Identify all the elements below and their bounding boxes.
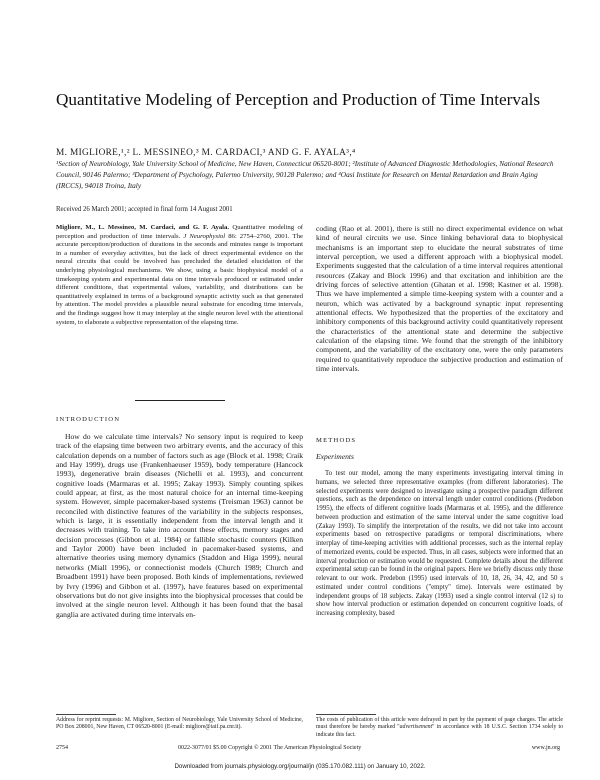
copyright-line: 0022-3077/01 $5.00 Copyright © 2001 The American Physiological Society — [178, 745, 362, 751]
experiments-subheading: Experiments — [316, 452, 354, 461]
author-affiliations: ¹Section of Neurobiology, Yale University School of Medicine, New Haven, Connecticut 06520-8001; ²Institute of Advanced Diagnostic Methodologies, National Research Council, 90146 Palermo; ³Department of Psychology, Palermo University, 90128 Palermo; and ⁴Oasi Institute for Research on Mental Retardation and Brain Aging (IRCCS), 94018 Troina, Italy — [56, 159, 554, 190]
citation-volume-pages: 86: 2754–2760, 2001. — [228, 232, 290, 240]
introduction-continued: coding (Rao et al. 2001), there is still no direct experimental evidence on what kind of neural circuits we use. Since linking behavioral data to biophysical mechanisms is an important step to elucidate the neural substrates of time interval perception, we used a different approach with a biophysical model. Experiments suggested that the calculation of a time interval requires attentional resources (Zakay and Block 1996) and that excitation and inhibition are the driving forces of selective attention (Ghatan et al. 1998; Kastner et al. 1998). Thus we have implemented a simple time-keeping system with a counter and a neuron, which was activated by a background synaptic input representing attentional effects. We hypothesized that the properties of the excitatory and inhibitory components of this background activity could quantitatively represent the characteristics of the attentional state and determine the subjective calculation of the elapsing time. We found that the strength of the inhibitory component, and the variability of the excitatory one, were the only parameters required to quantitatively reproduce the subjective production and estimation of time intervals. — [316, 224, 563, 374]
abstract-divider — [135, 400, 225, 401]
introduction-heading: INTRODUCTION — [56, 416, 121, 423]
citation-authors: Migliore, M., L. Messineo, M. Cardaci, and G. F. Ayala. — [56, 224, 230, 231]
footnote-rule-right — [316, 714, 376, 715]
methods-text: To test our model, among the many experiments investigating interval timing in humans, we selected three representative examples (from different laboratories). The selected experiments were designed to investigate using a prospective paradigm different questions, such as the dependence on interval length under control conditions (Predebon 1995), the effects of different cognitive loads (Marmaras et al. 1995), and the difference between production and estimation of the same interval under the same cognitive load (Zakay 1993). To simplify the interpretation of the results, we did not take into account experiments based on retrospective paradigms or temporal discriminations, where interplay of time-keeping activities with additional processes, such as the internal replay of memorized events, could be expected. Thus, in all cases, subjects were informed that an interval production or estimation would be requested. Complete details about the different experimental setup can be found in the original papers. Here we briefly discuss only those relevant to our work. Predebon (1995) used intervals of 10, 18, 26, 34, 42, and 50 s estimated under control conditions ("empty" time). Intervals were estimated by independent groups of 18 subjects. Zakay (1993) used a single control interval (12 s) to show how interval production or estimation depended on concurrent cognitive loads, of increasing complexity, based — [316, 470, 563, 617]
citation-journal: J Neurophysiol — [183, 232, 226, 240]
advertisement-word: advertisement — [399, 724, 433, 731]
author-list: M. MIGLIORE,¹,² L. MESSINEO,³ M. CARDACI,³ AND G. F. AYALA³,⁴ — [56, 148, 356, 158]
journal-website: www.jn.org — [531, 745, 560, 751]
reprint-footnote: Address for reprint requests: M. Migliore, Section of Neurobiology, Yale University School of Medicine, PO Box 208001, New Haven, CT 06520-8001 (E-mail: migliore@iaif.pa.cnr.it). — [56, 717, 303, 731]
footnote-rule-left — [56, 714, 116, 715]
page-number: 2754 — [56, 745, 68, 751]
abstract — [56, 224, 303, 327]
cost-note-text-end: " in accordance with 18 U.S.C. Section 1734 solely to indicate this fact. — [316, 724, 563, 738]
cost-note-text: The costs of publication of this article were defrayed in part by the payment of page charges. The article must therefore be hereby marked " — [316, 717, 563, 731]
methods-heading: METHODS — [316, 437, 357, 444]
abstract-body: The accurate perception/production of durations in the seconds and minutes range is important in a number of everyday activities, but the lack of direct experimental evidence on the neural circuits that could be involved has precluded the detailed elucidation of the underlying physiological mechanisms. We show, using a basic biophysical model of a timekeeping system and experimental data on time intervals produced or estimated under different conditions, that experimental values, variability, and distributions can be quantitatively explained in terms of a background synaptic activity such as that generated by attention. The model provides a plausible neural substrate for encoding time intervals, and the findings suggest how it may interplay at the single neuron level with the attentional system, to elaborate a subjective representation of the elapsing time. — [56, 232, 304, 326]
citation-title: Quantitative modeling of perception and production of time intervals. — [56, 224, 304, 240]
download-notice: Downloaded from journals.physiology.org/journal/jn (035.170.082.111) on January 10, 2022. — [174, 763, 426, 770]
introduction-text: How do we calculate time intervals? No sensory input is required to keep track of the elapsing time between two arbitrary events, and the accuracy of this calculation depends on a number of factors such as age (Block et al. 1998; Craik and Hay 1999), drugs use (Frankenhaeuser 1959), body temperature (Hancock 1993), degenerative brain diseases (Nichelli et al. 1993), and concurrent cognitive loads (Marmaras et al. 1995; Zakay 1993). Simply counting spikes could appear, at first, as the most natural choice for an internal time-keeping system. However, simple pacemaker-based systems (Treisman 1963) cannot be reconciled with distinctive features of the variability in the subjects responses, which is large, it is essentially independent from the interval length and it decreases with training. To take into account these effects, memory stages and decision processes (Gibbon et al. 1984) or fallible stochastic counters (Kilken and Taylor 2000) have been included in pacemaker-based systems, and alternative theories using memory dynamics (Staddon and Higa 1999), neural networks (Miall 1996), or connectionist models (Church 1989; Church and Broadbent 1991) have been proposed. Both kinds of implementations, reviewed by Ivry (1996) and Gibbon et al. (1997), have features based on experimental observations but do not give insights into the biophysical processes that could be involved at the single neuron level. Although it has been found that the basal ganglia are activated during time intervals en- — [56, 432, 303, 619]
received-dates: Received 26 March 2001; accepted in final form 14 August 2001 — [56, 206, 233, 213]
article-title: Quantitative Modeling of Perception and Production of Time Intervals — [56, 90, 541, 109]
publication-cost-footnote — [316, 717, 563, 739]
